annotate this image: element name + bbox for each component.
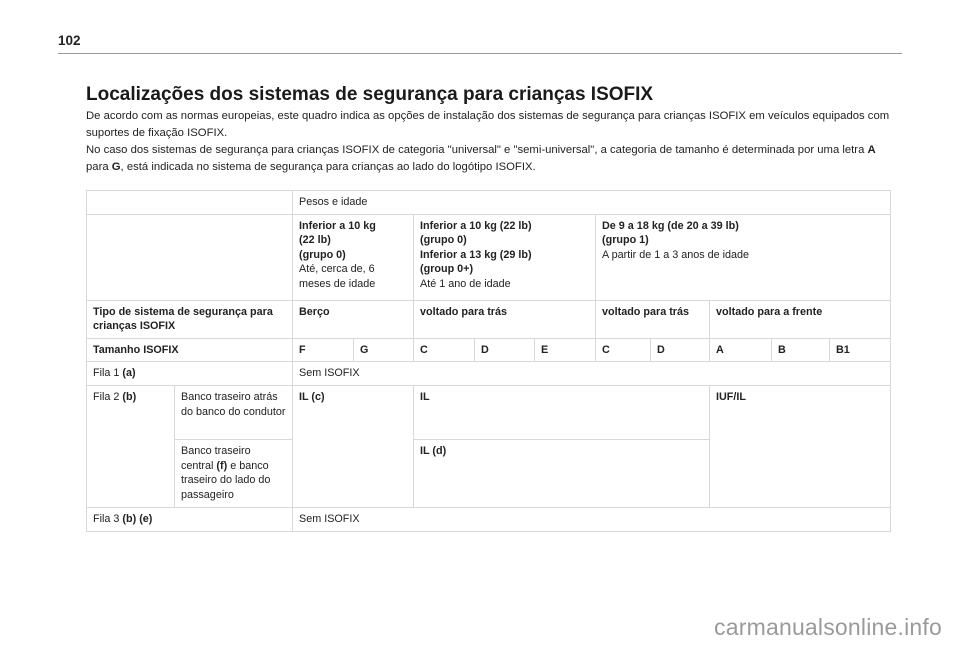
- size-value: D: [475, 338, 535, 362]
- weights-header: Pesos e idade: [293, 191, 891, 215]
- size-value: C: [414, 338, 475, 362]
- size-letter-g: G: [111, 161, 121, 173]
- size-value: B1: [830, 338, 891, 362]
- row-2-il-c: IL (c): [293, 385, 414, 507]
- size-value: B: [772, 338, 830, 362]
- size-value: E: [535, 338, 596, 362]
- row-2a: [87, 385, 891, 439]
- groups-row: [87, 214, 891, 300]
- row-2-il: IL: [414, 385, 710, 439]
- row-3: [87, 507, 891, 531]
- intro-text: [86, 108, 896, 176]
- type-value: voltado para trás: [414, 300, 596, 338]
- size-value: G: [354, 338, 414, 362]
- isofix-table: [86, 190, 891, 532]
- size-value: C: [596, 338, 651, 362]
- page-title: Localizações dos sistemas de segurança para crianças ISOFIX: [86, 84, 654, 105]
- size-row: [87, 338, 891, 362]
- type-value: voltado para a frente: [710, 300, 891, 338]
- page-number: 102: [58, 33, 81, 48]
- row-2-seat-driver-side: Banco traseiro atrás do banco do condutor: [175, 385, 293, 439]
- row-2-seat-center-passenger: Banco traseiro central (f) e banco traseiro do lado do passageiro: [175, 439, 293, 507]
- group-0-cell: Inferior a 10 kg (22 lb) (grupo 0) Até, cerca de, 6 meses de idade: [293, 214, 414, 300]
- intro-paragraph-2: No caso dos sistemas de segurança para crianças ISOFIX de categoria "universal" e "semi-universal", a categoria de tamanho é determinada por uma letra A para G, está indicada no sistema de segurança para crianças ao lado do logótipo ISOFIX.: [86, 144, 876, 173]
- row-2-iuf-il: IUF/IL: [710, 385, 891, 507]
- size-value: D: [651, 338, 710, 362]
- header-divider: [58, 53, 902, 54]
- row-3-value: Sem ISOFIX: [293, 507, 891, 531]
- row-2-label: Fila 2 (b): [87, 385, 175, 507]
- weights-header-row: [87, 191, 891, 215]
- size-value: A: [710, 338, 772, 362]
- row-1-value: Sem ISOFIX: [293, 362, 891, 386]
- size-letter-a: A: [867, 144, 876, 156]
- group-0plus-cell: Inferior a 10 kg (22 lb) (grupo 0) Inferior a 13 kg (29 lb) (group 0+) Até 1 ano de idade: [414, 214, 596, 300]
- row-1: [87, 362, 891, 386]
- group-1-cell: De 9 a 18 kg (de 20 a 39 lb) (grupo 1) A partir de 1 a 3 anos de idade: [596, 214, 891, 300]
- row-3-label: Fila 3 (b) (e): [87, 507, 293, 531]
- size-value: F: [293, 338, 354, 362]
- type-row: [87, 300, 891, 338]
- type-value: voltado para trás: [596, 300, 710, 338]
- intro-paragraph-1: De acordo com as normas europeias, este quadro indica as opções de instalação dos sistemas de segurança para crianças ISOFIX em veículos equipados com suportes de fixação ISOFIX.: [86, 110, 890, 139]
- type-row-label: Tipo de sistema de segurança para crianças ISOFIX: [87, 300, 293, 338]
- watermark: carmanualsonline.info: [714, 614, 942, 640]
- row-2-il-d: IL (d): [414, 439, 710, 507]
- size-row-label: Tamanho ISOFIX: [87, 338, 293, 362]
- row-1-label: Fila 1 (a): [87, 362, 293, 386]
- type-value: Berço: [293, 300, 414, 338]
